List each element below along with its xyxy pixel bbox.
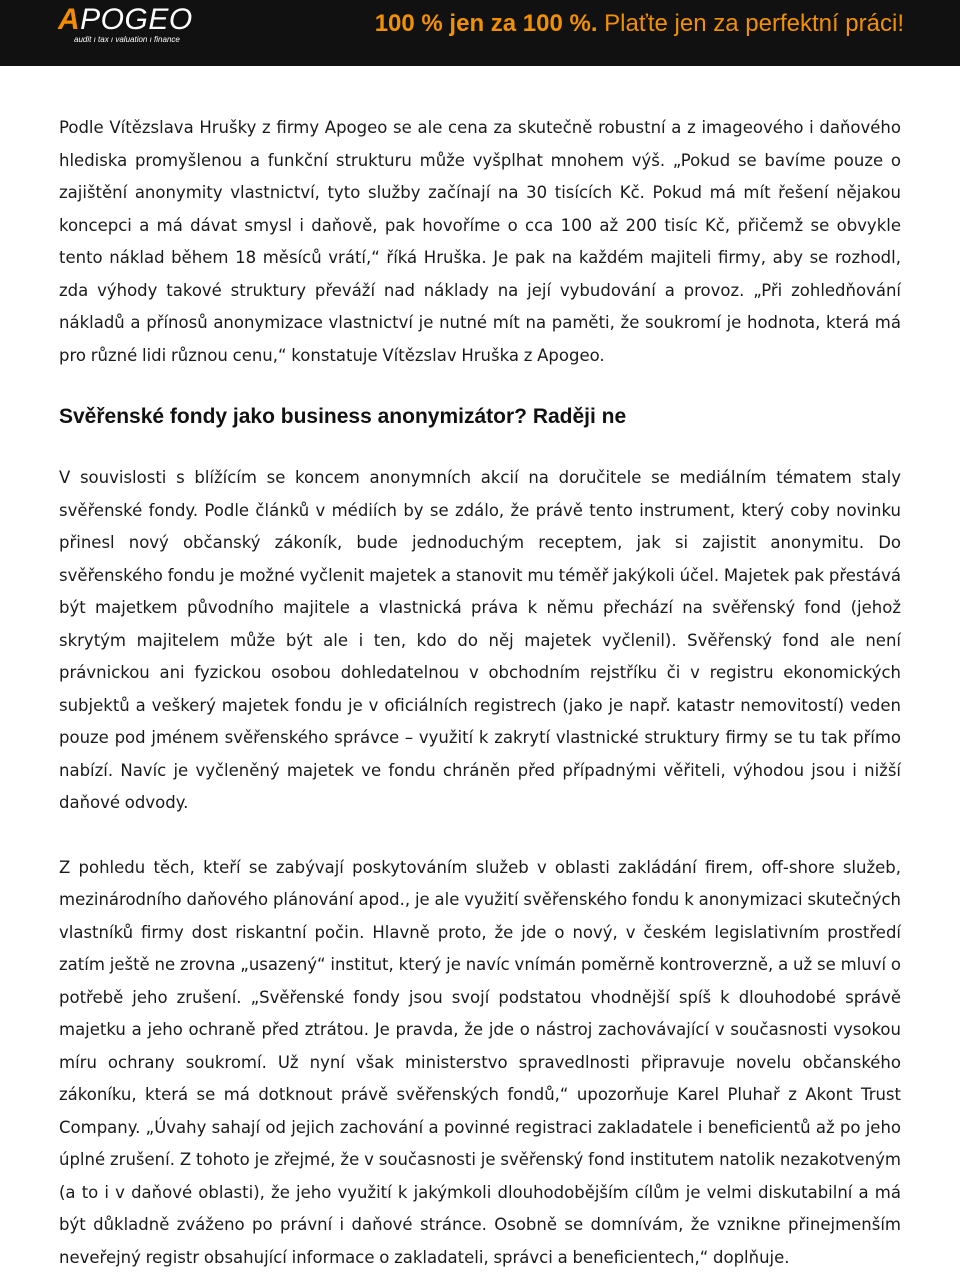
article-body: [59, 112, 901, 1274]
header-slogan: [375, 9, 904, 39]
logo-text: POGEO: [80, 3, 193, 36]
logo-wordmark: [58, 2, 193, 38]
article-paragraph-1: Podle Vítězslava Hrušky z firmy Apogeo se ale cena za skutečně robustní a z imageového i daňového hlediska promyšlenou a funkční strukturu může vyšplhat mnohem výš. „Pokud se bavíme pouze o zajištění anonymity vlastnictví, tyto služby začínají na 30 tisících Kč. Pokud má mít řešení nějakou koncepci a má dávat smysl i daňově, pak hovoříme o cca 100 až 200 tisíc Kč, přičemž se obvykle tento náklad během 18 měsíců vrátí,“ říká Hruška. Je pak na každém majiteli firmy, aby se rozhodl, zda výhody takové struktury převáží nad náklady na její vybudování a provoz. „Při zohledňování nákladů a přínosů anonymizace vlastnictví je nutné mít na paměti, že soukromí je hodnota, která má pro různé lidi různou cenu,“ konstatuje Vítězslav Hruška z Apogeo.: [59, 112, 901, 372]
slogan-rest: Plaťte jen za perfektní práci!: [598, 10, 905, 37]
page-header: [0, 0, 960, 66]
logo-tagline: audit ı tax ı valuation ı finance: [74, 35, 180, 45]
logo-initial: A: [58, 3, 80, 36]
apogeo-logo: [58, 2, 218, 46]
article-paragraph-2: V souvislosti s blížícím se koncem anonymních akcií na doručitele se mediálním tématem staly svěřenské fondy. Podle článků v médiích by se zdálo, že právě tento instrument, který coby novinku přinesl nový občanský zákoník, bude jednoduchým receptem, jak si zajistit anonymitu. Do svěřenského fondu je možné vyčlenit majetek a stanovit mu téměř jakýkoli účel. Majetek pak přestává být majetkem původního majitele a vlastnická práva k němu přechází na svěřenský fond (jehož skrytým majitelem může být ale i ten, kdo do něj majetek vyčlenil). Svěřenský fond ale není právnickou ani fyzickou osobou dohledatelnou v obchodním rejstříku či v registru ekonomických subjektů a veškerý majetek fondu je v oficiálních registrech (jako je např. katastr nemovitostí) veden pouze pod jménem svěřenského správce – využití k zakrytí vlastnické struktury firmy se tu tak přímo nabízí. Navíc je vyčleněný majetek ve fondu chráněn před případnými věřiteli, výhodou jsou i nižší daňové odvody.: [59, 462, 901, 820]
article-paragraph-3: Z pohledu těch, kteří se zabývají poskytováním služeb v oblasti zakládání firem, off-shore služeb, mezinárodního daňového plánování apod., je ale využití svěřenského fondu k anonymizaci skutečných vlastníků firmy dost riskantní počin. Hlavně proto, že jde o nový, v českém legislativním prostředí zatím ještě ne zrovna „usazený“ institut, který je navíc vnímán poměrně kontroverzně, a už se mluví o potřebě jeho zrušení. „Svěřenské fondy jsou svojí podstatou vhodnější spíš k dlouhodobé správě majetku a jeho ochraně před ztrátou. Je pravda, že jde o nástroj zachovávající v současnosti vysokou míru ochrany soukromí. Už nyní však ministerstvo spravedlnosti připravuje novelu občanského zákoníku, která se má dotknout právě svěřenských fondů,“ upozorňuje Karel Pluhař z Akont Trust Company. „Úvahy sahají od jejich zachování a povinné registraci zakladatele i beneficientů až po jeho úplné zrušení. Z tohoto je zřejmé, že v současnosti je svěřenský fond institutem natolik nezakotveným (a to i v daňové oblasti), že jeho využití k jakýmkoli dlouhodobějším cílům je velmi diskutabilní a má být důkladně zváženo po právní i daňové stránce. Osobně se domnívám, že vznikne přinejmenším neveřejný registr obsahující informace o zakladateli, správci a beneficientech,“ doplňuje.: [59, 852, 901, 1274]
section-heading: Svěřenské fondy jako business anonymizátor? Raději ne: [59, 403, 901, 431]
slogan-strong: 100 % jen za 100 %.: [375, 10, 598, 37]
